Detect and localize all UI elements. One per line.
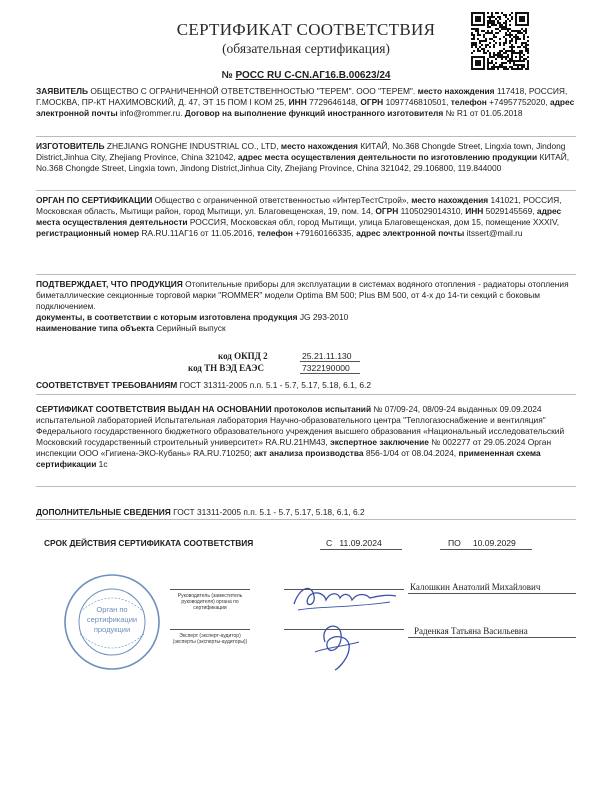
validity-from-date: 11.09.2024 [339, 538, 382, 548]
stamp-line-2: сертификации [86, 615, 138, 624]
okpd-value: 25.21.11.130 [302, 351, 352, 361]
okpd-label: код ОКПД 2 [218, 351, 268, 361]
expert-signature [305, 612, 365, 674]
certificate-title: СЕРТИФИКАТ СООТВЕТСТВИЯ [176, 20, 436, 39]
extra-info-section: ДОПОЛНИТЕЛЬНЫЕ СВЕДЕНИЯ ГОСТ 31311-2005 п.п. 5.1 - 5.7, 5.17, 5.18, 6.1, 6.2 [36, 507, 365, 517]
basis-section: СЕРТИФИКАТ СООТВЕТСТВИЯ ВЫДАН НА ОСНОВАНИИ протоколов испытаний № 07/09-24, 08/09-24 выданных 09.09.2024 испытательной лабораторией Испытательная лаборатория Научно-образовательного центра "Теплогазоснабжение и вентиляция" Федерального государственного бюджетного образовательного учреждения высшего образования «Национальный исследовательский Московский государственный строительный университет» RA.RU.21НМ43, экспертное заключение № 002277 от 29.05.2024 Орган инспекции ООО «Гигиена-ЭКО-Кубань» RA.RU.710250; акт анализа производства 856-1/04 от 08.04.2024, примененная схема сертификации 1с [36, 404, 565, 469]
certificate-subtitle: (обязательная сертификация) [222, 41, 390, 56]
expert-name: Раденкая Татьяна Васильевна [414, 626, 528, 636]
validity-underline [440, 549, 532, 550]
validity-from: С 11.09.2024 [326, 538, 382, 548]
expert-caption: Эксперт (эксперт-аудитор) (эксперты (эксперты-аудиторы)) [172, 633, 248, 645]
validity-to: ПО 10.09.2029 [448, 538, 516, 548]
validity-to-date: 10.09.2029 [472, 538, 516, 548]
divider [36, 486, 576, 487]
caption-line [170, 629, 250, 630]
head-name: Калошкин Анатолий Михайлович [410, 582, 541, 592]
divider [36, 136, 576, 137]
stamp-line-1: Орган по [96, 605, 128, 614]
product-section: ПОДТВЕРЖДАЕТ, ЧТО ПРОДУКЦИЯ Отопительные приборы для эксплуатации в системах водяного отопления - радиаторы отопления биметаллические секционные торговой марки "ROMMER" модели Optima BM 500; Plus BM 500, от 4-х до 14-ти секций с боковым подключением. документы, в соответствии с которым изготовлена продукция JG 293-2010 наименование типа объекта Серийный выпуск [36, 279, 569, 333]
divider [36, 274, 576, 275]
code-underline [300, 361, 360, 362]
certification-body-section: ОРГАН ПО СЕРТИФИКАЦИИ Общество с ограниченной ответственностью «ИнтерТестСтрой», место нахождения 141021, РОССИЯ, Московская область, Мытищи район, город Мытищи, ул. Благовещенская, 19, пом. 14, ОГРН 1105029014310, ИНН 5029145569, адрес места осуществления деятельности РОССИЯ, Московская обл, город Мытищи, улица Благовещенская, дом 15, помещение XXXIV, регистрационный номер RA.RU.11АГ16 от 11.05.2016, телефон +79160166335, адрес электронной почты itssert@mail.ru [36, 195, 562, 238]
signature-line [284, 589, 404, 590]
code-underline [300, 373, 360, 374]
round-seal-stamp [62, 572, 162, 672]
tnved-value: 7322190000 [302, 363, 350, 373]
applicant-section: ЗАЯВИТЕЛЬ ОБЩЕСТВО С ОГРАНИЧЕННОЙ ОТВЕТСТВЕННОСТЬЮ "ТЕРЕМ". ООО "ТЕРЕМ". место нахождения 117418, РОССИЯ, Г.МОСКВА, ПР-КТ НАХИМОВСКИЙ, Д. 47, ЭТ 15 ПОМ I КОМ 25, ИНН 7729646148, ОГРН 1097746810501, телефон +74957752020, адрес электронной почты info@rommer.ru. Договор на выполнение функций иностранного изготовителя № R1 от 01.05.2018 [36, 86, 575, 118]
certificate-number-value: РОСС RU С-CN.АГ16.В.00623/24 [235, 70, 391, 81]
name-line [408, 637, 576, 638]
certificate-number: № РОСС RU С-CN.АГ16.В.00623/24 [221, 70, 391, 81]
manufacturer-section: ИЗГОТОВИТЕЛЬ ZHEJIANG RONGHE INDUSTRIAL CO., LTD, место нахождения КИТАЙ, No.368 Chongde Street, Lingxia town, Jindong District,Jinhua City, Zhejiang Province, China 321042, адрес места осуществления деятельности по изготовлению продукции КИТАЙ, No.368 Chongde Street, Lingxia town, Jindong District,Jinhua City, Zhejiang Province, China 321042, 29.106800, 119.844000 [36, 141, 570, 173]
tnved-label: код ТН ВЭД ЕАЭС [188, 363, 265, 373]
requirements-section: СООТВЕТСТВУЕТ ТРЕБОВАНИЯМ ГОСТ 31311-2005 п.п. 5.1 - 5.7, 5.17, 5.18, 6.1, 6.2 [36, 380, 372, 390]
validity-underline [320, 549, 402, 550]
stamp-line-3: продукции [93, 625, 131, 634]
caption-line [170, 589, 250, 590]
validity-label: СРОК ДЕЙСТВИЯ СЕРТИФИКАТА СООТВЕТСТВИЯ [44, 538, 254, 548]
signature-line [284, 629, 404, 630]
divider [36, 519, 576, 520]
name-line [408, 593, 576, 594]
divider [36, 190, 576, 191]
head-caption: Руководитель (заместитель руководителя) органа по сертификации [177, 593, 243, 611]
divider [36, 394, 576, 395]
